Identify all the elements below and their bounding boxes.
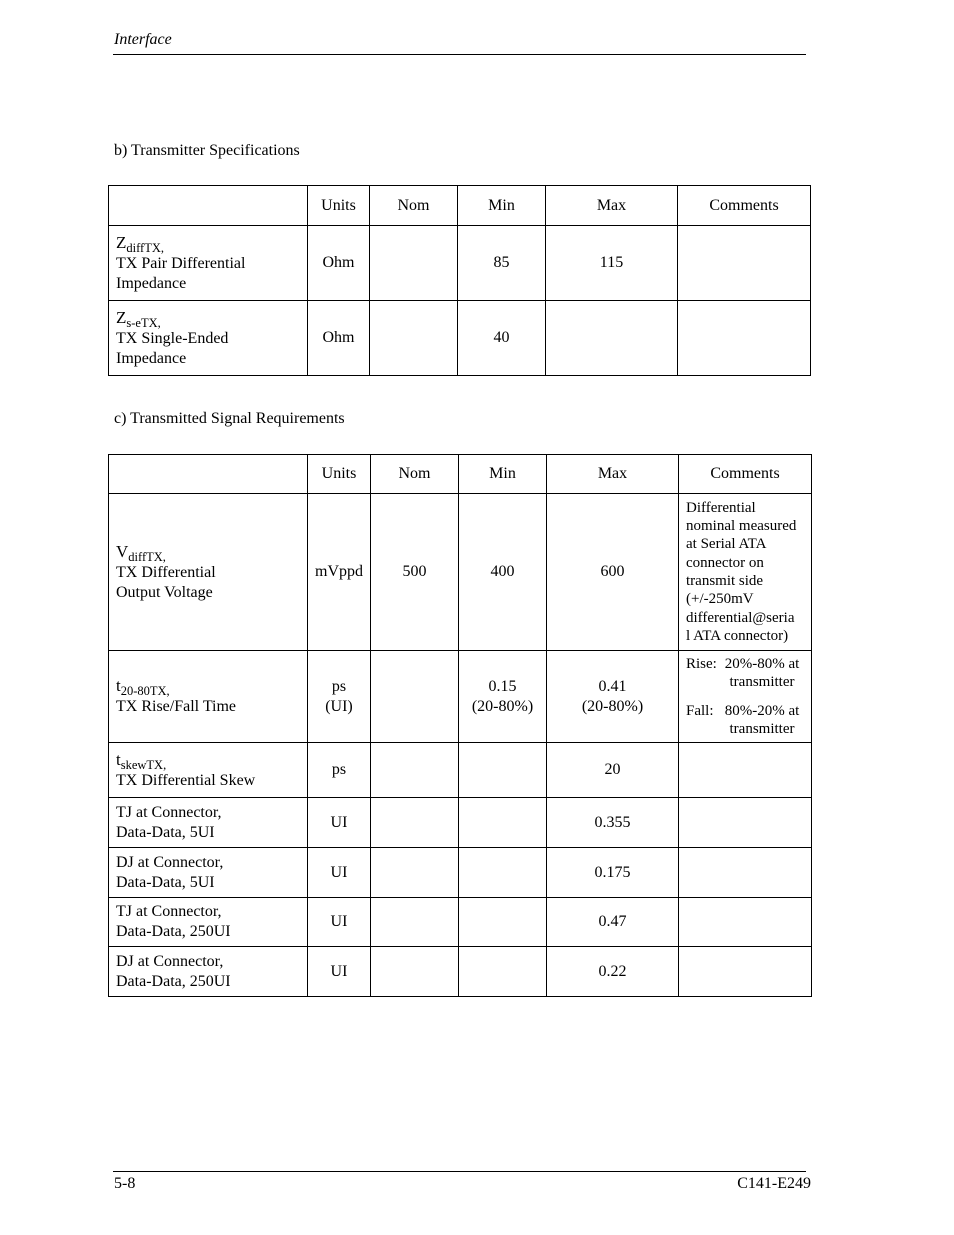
header-cell-param (109, 186, 308, 226)
table-row (109, 743, 812, 798)
comments-cell (679, 848, 812, 898)
comment-line: connector on (686, 554, 764, 571)
header-cell-comments: Comments (679, 455, 812, 494)
header-cell-units: Units (308, 186, 370, 226)
comments-cell (679, 743, 812, 798)
header-cell-max: Max (547, 455, 679, 494)
min-cell (459, 848, 547, 898)
param-name-line: TX Pair Differential (116, 254, 246, 272)
table-row (109, 947, 812, 997)
param-symbol: t (116, 676, 121, 695)
comment-line: (+/-250mV (686, 591, 754, 608)
fall-comment (686, 702, 804, 739)
min-cell: 400 (459, 494, 547, 651)
table-row (109, 848, 812, 898)
comments-cell (679, 494, 812, 651)
param-name-line: TX Differential Skew (116, 771, 256, 789)
table-row (109, 798, 812, 848)
min-cell (459, 947, 547, 997)
min-cell (459, 798, 547, 848)
max-cell: 0.175 (547, 848, 679, 898)
comments-cell (679, 651, 812, 743)
table-header-row (109, 186, 811, 226)
param-cell (109, 947, 308, 997)
param-name-line: TJ at Connector, (116, 803, 222, 821)
param-subscript: 20-80TX, (120, 684, 170, 698)
param-name-line: Impedance (116, 274, 187, 292)
max-cell: 20 (547, 743, 679, 798)
param-cell (109, 743, 308, 798)
fall-text: 80%-20% at (724, 702, 800, 719)
param-subscript: diffTX, (128, 549, 166, 564)
param-cell (109, 651, 308, 743)
nom-cell (371, 898, 459, 947)
param-name-line: Data-Data, 5UI (116, 873, 215, 891)
min-line: (20-80%) (471, 697, 534, 715)
comments-cell (678, 226, 811, 301)
param-subscript: diffTX, (126, 240, 165, 255)
max-cell (547, 651, 679, 743)
units-cell: UI (308, 848, 371, 898)
units-cell: UI (308, 947, 371, 997)
table-row (109, 651, 812, 743)
units-line: (UI) (325, 697, 353, 715)
nom-cell (370, 226, 458, 301)
units-cell: ps (308, 743, 371, 798)
running-header: Interface (114, 31, 172, 48)
units-cell: Ohm (308, 301, 370, 376)
param-name-line: DJ at Connector, (116, 952, 224, 970)
section-caption-signal: c) Transmitted Signal Requirements (114, 410, 345, 427)
param-symbol: t (116, 749, 121, 769)
param-name-line: Output Voltage (116, 583, 213, 601)
header-cell-max: Max (546, 186, 678, 226)
units-cell: UI (308, 798, 371, 848)
header-cell-min: Min (459, 455, 547, 494)
param-name-line: DJ at Connector, (116, 853, 224, 871)
max-cell: 0.47 (547, 898, 679, 947)
nom-cell (371, 743, 459, 798)
units-cell: mVppd (308, 494, 371, 651)
max-cell: 0.22 (547, 947, 679, 997)
min-cell: 85 (458, 226, 546, 301)
param-name-line: TX Differential (116, 563, 216, 581)
header-cell-nom: Nom (370, 186, 458, 226)
comment-line: transmit side (686, 573, 764, 589)
param-symbol: Z (116, 232, 127, 252)
param-name-line: Data-Data, 5UI (116, 823, 215, 841)
table-header-row (109, 455, 812, 494)
min-cell: 40 (458, 301, 546, 376)
comments-cell (679, 898, 812, 947)
param-name-line: Data-Data, 250UI (116, 972, 231, 990)
table-row (109, 494, 812, 651)
max-cell: 0.355 (547, 798, 679, 848)
max-cell (546, 301, 678, 376)
rise-text: transmitter (729, 674, 795, 691)
nom-cell (371, 848, 459, 898)
comment-line: differential@seria (686, 609, 795, 626)
param-name-line: Data-Data, 250UI (116, 923, 231, 940)
rise-label: Rise: (686, 655, 717, 672)
nom-cell: 500 (371, 494, 459, 651)
param-subscript: skewTX, (120, 757, 167, 772)
nom-cell (370, 301, 458, 376)
nom-cell (371, 798, 459, 848)
nom-cell (371, 947, 459, 997)
param-cell (109, 898, 308, 947)
units-cell: UI (308, 898, 371, 947)
fall-label: Fall: (686, 702, 714, 719)
footer-rule (113, 1171, 806, 1172)
transmitter-spec-table (108, 185, 811, 376)
param-cell (109, 301, 308, 376)
rise-text: 20%-80% at (724, 655, 800, 672)
units-cell: Ohm (308, 226, 370, 301)
header-cell-comments: Comments (678, 186, 811, 226)
param-cell (109, 798, 308, 848)
comment-line: nominal measured (686, 518, 797, 535)
units-cell (308, 651, 371, 743)
header-rule (113, 54, 806, 55)
comments-cell (679, 798, 812, 848)
table-row (109, 301, 811, 376)
comments-cell (679, 947, 812, 997)
min-cell (459, 898, 547, 947)
param-name-line: TJ at Connector, (116, 903, 222, 920)
table-row (109, 226, 811, 301)
nom-cell (371, 651, 459, 743)
header-cell-min: Min (458, 186, 546, 226)
header-cell-units: Units (308, 455, 371, 494)
param-symbol: V (116, 541, 129, 561)
min-cell (459, 651, 547, 743)
param-name-line: TX Rise/Fall Time (116, 698, 237, 715)
table-row (109, 898, 812, 947)
param-cell (109, 226, 308, 301)
comments-cell (678, 301, 811, 376)
page-number: 5-8 (114, 1175, 136, 1192)
max-line: 0.41 (598, 677, 627, 695)
param-symbol: Z (116, 307, 127, 327)
comment-line: l ATA connector) (686, 627, 789, 644)
max-cell: 600 (547, 494, 679, 651)
param-subscript: s-eTX, (126, 315, 161, 330)
header-cell-nom: Nom (371, 455, 459, 494)
comment-line: at Serial ATA (686, 536, 767, 553)
section-caption-transmitter: b) Transmitter Specifications (114, 142, 300, 159)
min-line: 0.15 (488, 677, 517, 695)
param-name-line: Impedance (116, 349, 187, 367)
param-cell (109, 494, 308, 651)
param-cell (109, 848, 308, 898)
signal-requirements-table (108, 454, 812, 997)
param-name-line: TX Single-Ended (116, 329, 229, 347)
units-line: ps (331, 677, 347, 695)
header-cell-param (109, 455, 308, 494)
comment-line: Differential (686, 499, 756, 516)
rise-comment (686, 655, 804, 692)
max-cell: 115 (546, 226, 678, 301)
min-cell (459, 743, 547, 798)
document-id: C141-E249 (737, 1175, 811, 1192)
fall-text: transmitter (729, 720, 795, 737)
max-line: (20-80%) (581, 697, 644, 715)
